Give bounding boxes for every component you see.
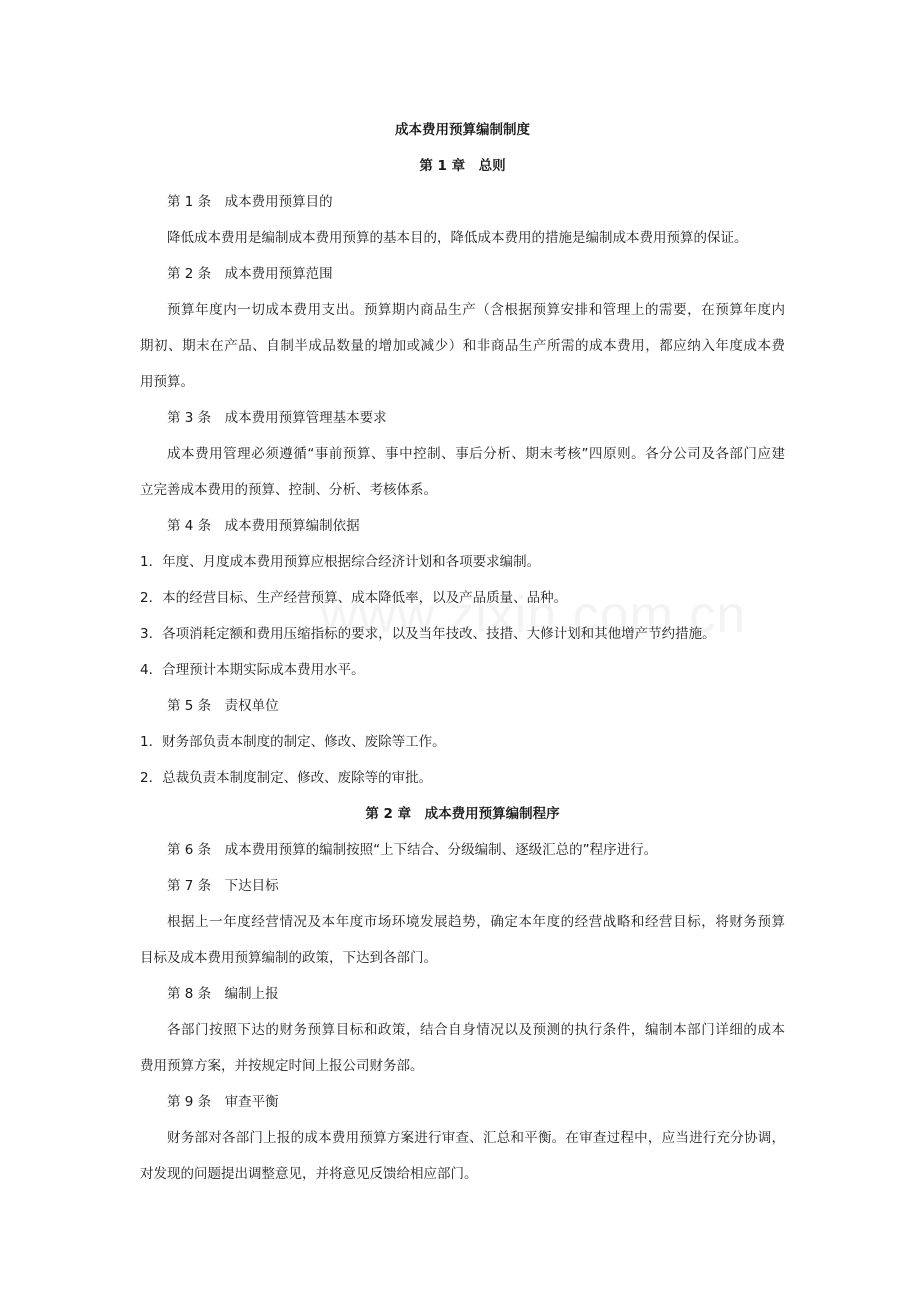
article-3-body-line-2: 立完善成本费用的预算、控制、分析、考核体系。 (140, 482, 437, 498)
article-6-heading: 第 6 条 成本费用预算的编制按照“上下结合、分级编制、逐级汇总的”程序进行。 (167, 842, 658, 858)
chapter-1-heading: 第 1 章 总则 (419, 158, 506, 174)
chapter-2-heading: 第 2 章 成本费用预算编制程序 (365, 806, 560, 822)
document-page (140, 112, 785, 1192)
article-5-item-1: 1．财务部负责本制度的制定、修改、废除等工作。 (140, 734, 446, 750)
article-7-body-line-2: 目标及成本费用预算编制的政策，下达到各部门。 (140, 950, 437, 966)
article-8-body-line-2: 费用预算方案，并按规定时间上报公司财务部。 (140, 1058, 424, 1074)
article-9-body-line-1: 财务部对各部门上报的成本费用预算方案进行审查、汇总和平衡。在审查过程中，应当进行充分协调， (167, 1130, 785, 1146)
article-4-item-4: 4．合理预计本期实际成本费用水平。 (140, 662, 365, 678)
article-9-heading: 第 9 条 审查平衡 (167, 1094, 279, 1110)
article-8-heading: 第 8 条 编制上报 (167, 986, 279, 1002)
article-4-item-1: 1．年度、月度成本费用预算应根据综合经济计划和各项要求编制。 (140, 554, 541, 570)
article-7-heading: 第 7 条 下达目标 (167, 878, 279, 894)
article-2-heading: 第 2 条 成本费用预算范围 (167, 266, 333, 282)
article-7-body-line-1: 根据上一年度经营情况及本年度市场环境发展趋势，确定本年度的经营战略和经营目标，将财务预算 (167, 914, 785, 930)
article-4-heading: 第 4 条 成本费用预算编制依据 (167, 518, 360, 534)
article-2-body-line-3: 用预算。 (140, 374, 194, 390)
article-1-body: 降低成本费用是编制成本费用预算的基本目的，降低成本费用的措施是编制成本费用预算的保证。 (167, 230, 748, 246)
article-2-body-line-1: 预算年度内一切成本费用支出。预算期内商品生产（含根据预算安排和管理上的需要，在预算年度内 (167, 302, 785, 318)
article-5-item-2: 2．总裁负责本制度制定、修改、废除等的审批。 (140, 770, 433, 786)
article-2-body-line-2: 期初、期末在产品、自制半成品数量的增加或减少）和非商品生产所需的成本费用，都应纳入年度成本费 (140, 338, 785, 354)
article-5-heading: 第 5 条 责权单位 (167, 698, 279, 714)
article-9-body-line-2: 对发现的问题提出调整意见，并将意见反馈给相应部门。 (140, 1166, 478, 1182)
document-title: 成本费用预算编制制度 (395, 122, 530, 138)
article-1-heading: 第 1 条 成本费用预算目的 (167, 194, 333, 210)
article-4-item-2: 2．本的经营目标、生产经营预算、成本降低率，以及产品质量、品种。 (140, 590, 568, 606)
article-8-body-line-1: 各部门按照下达的财务预算目标和政策，结合自身情况以及预测的执行条件，编制本部门详细的成本 (167, 1022, 785, 1038)
article-3-body-line-1: 成本费用管理必须遵循“事前预算、事中控制、事后分析、期末考核”四原则。各分公司及各部门应建 (167, 446, 785, 462)
article-3-heading: 第 3 条 成本费用预算管理基本要求 (167, 410, 387, 426)
article-4-item-3: 3．各项消耗定额和费用压缩指标的要求，以及当年技改、技措、大修计划和其他增产节约措施。 (140, 626, 716, 642)
